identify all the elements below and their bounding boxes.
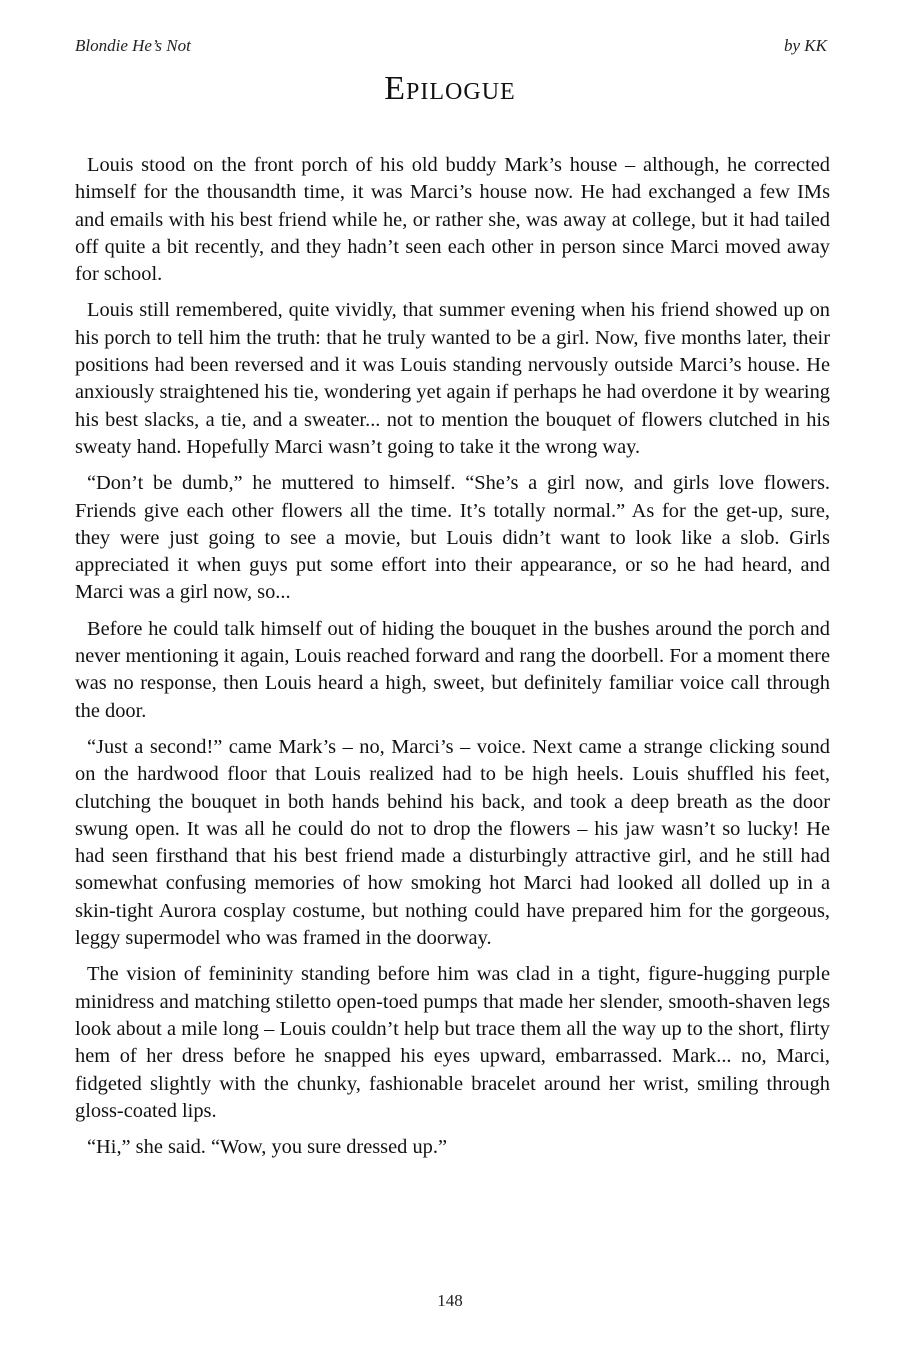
chapter-title: Epilogue — [384, 70, 516, 107]
running-header — [75, 36, 827, 58]
author-name: by KK — [784, 36, 827, 55]
paragraph: The vision of femininity standing before him was clad in a tight, figure-hugging purple minidress and matching stiletto open-toed pumps that made her slender, smooth-shaven legs look about a mile long – Louis couldn’t help but trace them all the way up to the short, flirty hem of her dress before he snapped his eyes upward, embarrassed. Mark... no, Marci, fidgeted slightly with the chunky, fashionable bracelet around her wrist, smiling through gloss-coated lips. — [75, 963, 830, 1122]
paragraph: “Hi,” she said. “Wow, you sure dressed up.” — [87, 1136, 448, 1159]
paragraph: Louis stood on the front porch of his old buddy Mark’s house – although, he corrected himself for the thousandth time, it was Marci’s house now. He had exchanged a few IMs and emails with his best friend while he, or rather she, was away at college, but it had tailed off quite a bit recently, and they hadn’t seen each other in person since Marci moved away for school. — [75, 154, 830, 286]
book-title: Blondie He’s Not — [75, 36, 191, 55]
body-text — [75, 152, 830, 1170]
page-number: 148 — [437, 1291, 463, 1310]
paragraph: Louis still remembered, quite vividly, that summer evening when his friend showed up on his porch to tell him the truth: that he truly wanted to be a girl. Now, five months later, their positions had been reversed and it was Louis standing nervously outside Marci’s house. He anxiously straightened his tie, wondering yet again if perhaps he had overdone it by wearing his best slacks, a tie, and a sweater... not to mention the bouquet of flowers clutched in his sweaty hand. Hopefully Marci wasn’t going to take it the wrong way. — [75, 299, 830, 458]
paragraph: “Just a second!” came Mark’s – no, Marci’s – voice. Next came a strange clicking sound on the hardwood floor that Louis realized had to be high heels. Louis shuffled his feet, clutching the bouquet in both hands behind his back, and took a deep breath as the door swung open. It was all he could do not to drop the flowers – his jaw wasn’t so lucky! He had seen firsthand that his best friend made a disturbingly attractive girl, and he still had somewhat confusing memories of how smoking hot Marci had looked all dolled up in a skin-tight Aurora cosplay costume, but nothing could have prepared him for the gorgeous, leggy supermodel who was framed in the doorway. — [75, 735, 830, 950]
paragraph: “Don’t be dumb,” he muttered to himself. “She’s a girl now, and girls love flowers. Friends give each other flowers all the time. It’s totally normal.” As for the get-up, sure, they were just going to see a movie, but Louis didn’t want to look like a slob. Girls appreciated it when guys put some effort into their appearance, or so he had heard, and Marci was a girl now, so... — [75, 472, 830, 604]
paragraph: Before he could talk himself out of hiding the bouquet in the bushes around the porch and never mentioning it again, Louis reached forward and rang the doorbell. For a moment there was no response, then Louis heard a high, sweet, but definitely familiar voice call through the door. — [75, 617, 830, 722]
